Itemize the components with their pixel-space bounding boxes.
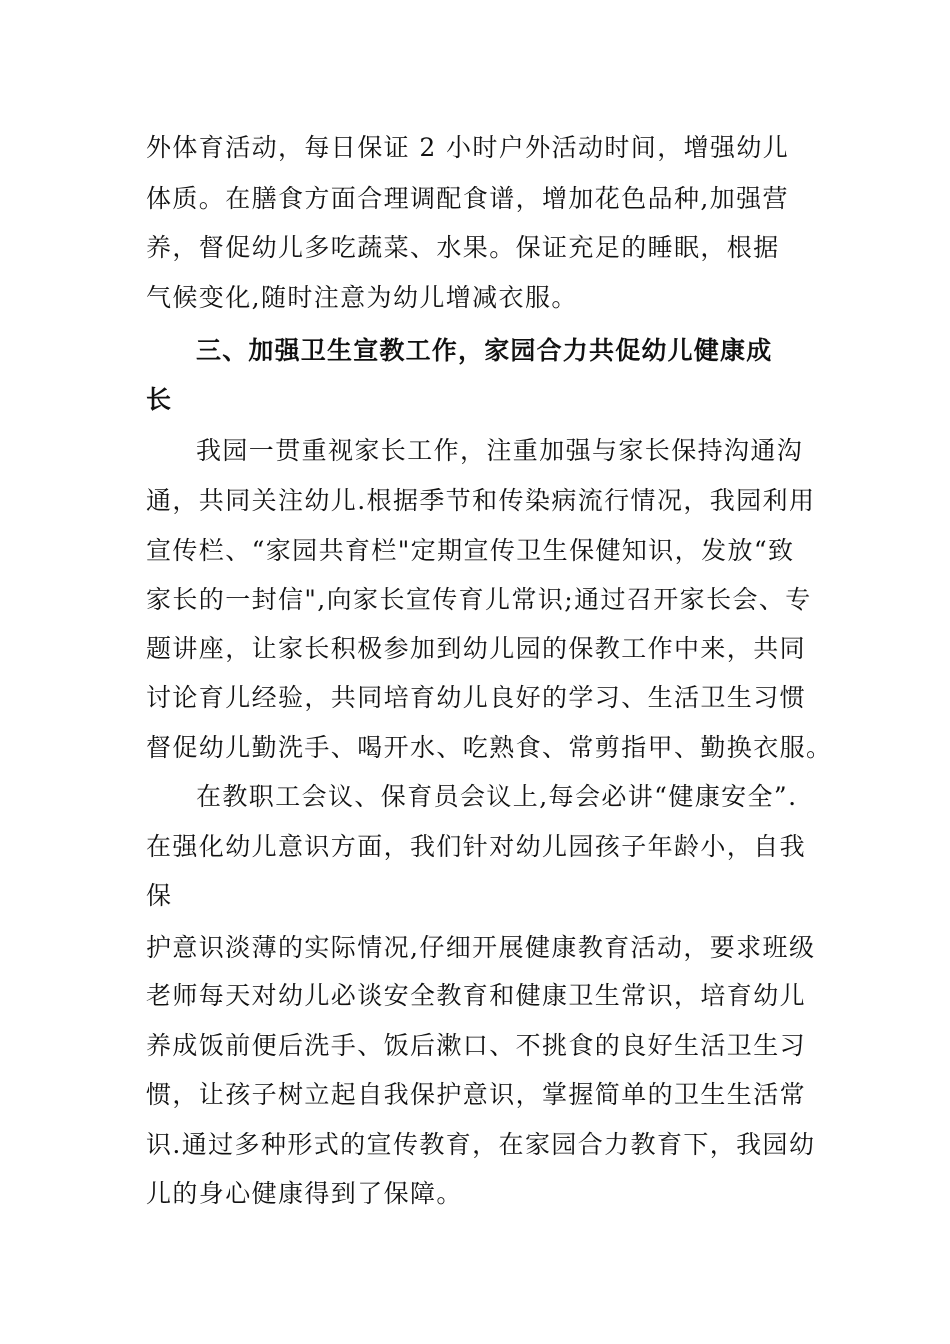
paragraph-line: 题讲座，让家长积极参加到幼儿园的保教工作中来，共同 [146,634,807,663]
paragraph-line: 宣传栏、“家园共育栏"定期宣传卫生保健知识，发放“致 [146,536,795,565]
paragraph-line: 外体育活动，每日保证 2 小时户外活动时间，增强幼儿 [146,133,790,162]
paragraph-line: 保 [146,881,173,910]
paragraph-line: 惯，让孩子树立起自我保护意识，掌握简单的卫生生活常 [146,1080,807,1109]
paragraph-line: 督促幼儿勤洗手、喝开水、吃熟食、常剪指甲、勤换衣服。 [146,733,833,762]
paragraph-line: 讨论育儿经验，共同培育幼儿良好的学习、生活卫生习惯 [146,683,807,712]
paragraph-line: 护意识淡薄的实际情况,仔细开展健康教育活动，要求班级 [146,933,816,962]
paragraph-line: 我园一贯重视家长工作，注重加强与家长保持沟通沟 [196,436,804,465]
paragraph-line: 家长的一封信",向家长宣传育儿常识;通过召开家长会、专 [146,585,812,614]
paragraph-line: 气候变化,随时注意为幼儿增减衣服。 [146,283,578,312]
section-heading-continuation: 长 [146,385,173,414]
paragraph-line: 在强化幼儿意识方面，我们针对幼儿园孩子年龄小，自我 [146,832,807,861]
paragraph-line: 识.通过多种形式的宣传教育，在家园合力教育下，我园幼 [146,1130,816,1159]
section-heading: 三、加强卫生宣教工作，家园合力共促幼儿健康成 [196,336,773,365]
paragraph-line: 在教职工会议、保育员会议上,每会必讲“健康安全”. [196,782,798,811]
paragraph-line: 养，督促幼儿多吃蔬菜、水果。保证充足的睡眠，根据 [146,233,780,262]
paragraph-line: 通，共同关注幼儿.根据季节和传染病流行情况，我园利用 [146,486,816,515]
paragraph-line: 儿的身心健康得到了保障。 [146,1179,463,1208]
paragraph-line: 老师每天对幼儿必谈安全教育和健康卫生常识，培育幼儿 [146,981,807,1010]
paragraph-line: 养成饭前便后洗手、饭后漱口、不挑食的良好生活卫生习 [146,1031,807,1060]
paragraph-line: 体质。在膳食方面合理调配食谱，增加花色品种,加强营 [146,184,789,213]
